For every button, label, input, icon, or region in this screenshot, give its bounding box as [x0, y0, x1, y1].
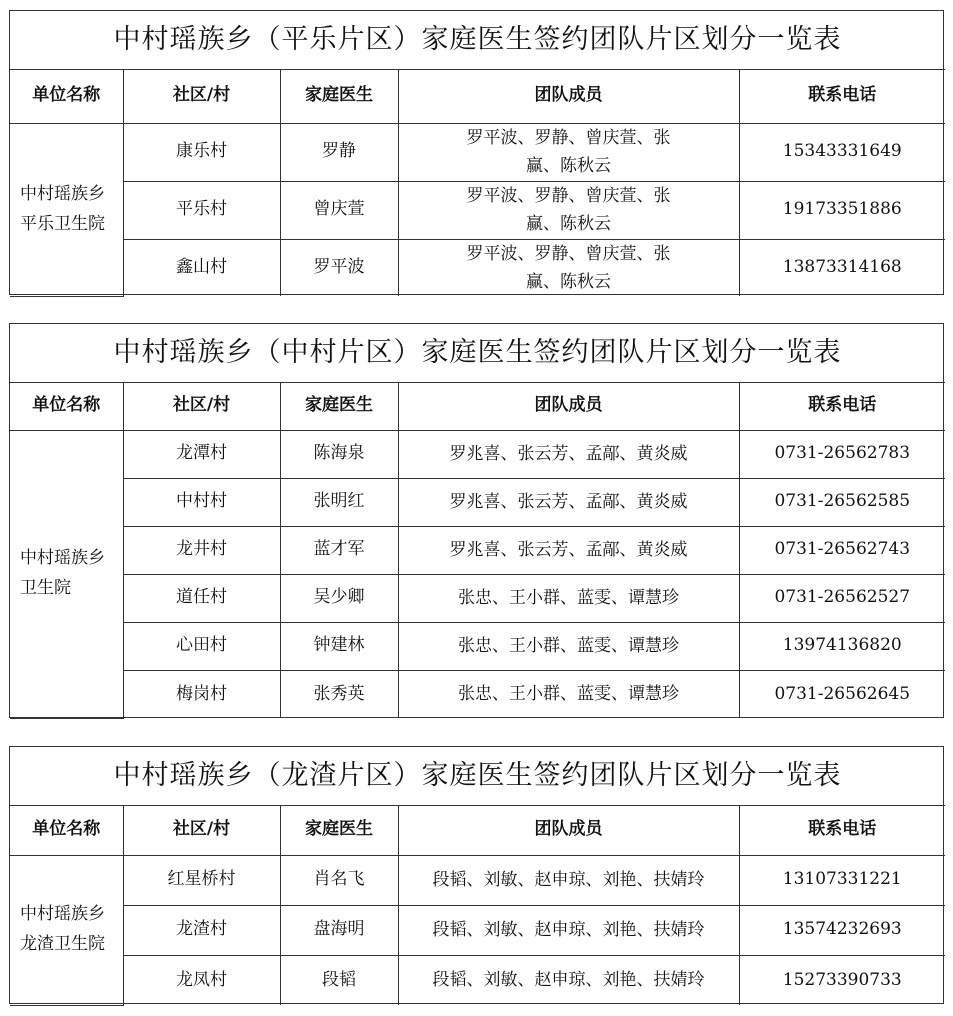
header-doctor: 家庭医生	[280, 805, 398, 855]
doctor-cell: 张明红	[280, 478, 398, 526]
header-members: 团队成员	[398, 382, 739, 430]
doctor-cell: 盘海明	[280, 905, 398, 955]
header-unit: 单位名称	[10, 382, 123, 430]
phone-cell: 0731-26562783	[739, 430, 945, 478]
doctor-cell: 蓝才军	[280, 526, 398, 574]
village-cell: 道任村	[123, 574, 280, 622]
table-row	[10, 574, 945, 622]
phone-cell: 19173351886	[739, 181, 945, 239]
phone-cell: 13974136820	[739, 622, 945, 670]
doctor-cell: 肖名飞	[280, 855, 398, 905]
village-cell: 康乐村	[123, 123, 280, 181]
table-title: 中村瑶族乡（中村片区）家庭医生签约团队片区划分一览表	[10, 324, 945, 382]
header-phone: 联系电话	[739, 382, 945, 430]
header-members: 团队成员	[398, 69, 739, 123]
phone-cell: 13873314168	[739, 239, 945, 296]
table-longzha	[9, 746, 944, 1004]
members-cell: 段韬、刘敏、赵申琼、刘艳、扶婧玲	[398, 905, 739, 955]
table-row	[10, 123, 945, 181]
longzha-grid	[10, 747, 945, 1006]
members-cell	[398, 123, 739, 181]
village-cell: 龙井村	[123, 526, 280, 574]
village-cell: 鑫山村	[123, 239, 280, 296]
village-cell: 龙潭村	[123, 430, 280, 478]
table-row	[10, 526, 945, 574]
unit-name: 中村瑶族乡卫生院	[10, 430, 123, 718]
phone-cell: 13574232693	[739, 905, 945, 955]
doctor-cell: 罗静	[280, 123, 398, 181]
doctor-cell: 段韬	[280, 955, 398, 1005]
village-cell: 平乐村	[123, 181, 280, 239]
members-text: 罗平波、罗静、曾庆萱、张赢、陈秋云	[466, 243, 671, 292]
table-title: 中村瑶族乡（龙渣片区）家庭医生签约团队片区划分一览表	[10, 747, 945, 805]
phone-cell: 0731-26562585	[739, 478, 945, 526]
table-row	[10, 622, 945, 670]
header-village: 社区/村	[123, 805, 280, 855]
village-cell: 红星桥村	[123, 855, 280, 905]
doctor-cell: 吴少卿	[280, 574, 398, 622]
table-title: 中村瑶族乡（平乐片区）家庭医生签约团队片区划分一览表	[10, 11, 945, 69]
header-unit: 单位名称	[10, 805, 123, 855]
doctor-cell: 张秀英	[280, 670, 398, 718]
members-cell: 段韬、刘敏、赵申琼、刘艳、扶婧玲	[398, 955, 739, 1005]
pingle-grid	[10, 11, 945, 297]
members-cell: 张忠、王小群、蓝雯、谭慧珍	[398, 622, 739, 670]
members-cell	[398, 181, 739, 239]
header-village: 社区/村	[123, 382, 280, 430]
unit-name: 中村瑶族乡平乐卫生院	[10, 123, 123, 296]
table-row	[10, 478, 945, 526]
village-cell: 龙凤村	[123, 955, 280, 1005]
header-doctor: 家庭医生	[280, 382, 398, 430]
zhongcun-grid	[10, 324, 945, 719]
phone-cell: 15343331649	[739, 123, 945, 181]
header-village: 社区/村	[123, 69, 280, 123]
members-cell: 罗兆喜、张云芳、孟鄗、黄炎威	[398, 526, 739, 574]
members-cell: 罗兆喜、张云芳、孟鄗、黄炎威	[398, 478, 739, 526]
phone-cell: 0731-26562527	[739, 574, 945, 622]
village-cell: 龙渣村	[123, 905, 280, 955]
doctor-cell: 罗平波	[280, 239, 398, 296]
phone-cell: 13107331221	[739, 855, 945, 905]
members-text: 罗平波、罗静、曾庆萱、张赢、陈秋云	[466, 127, 671, 176]
doctor-cell: 陈海泉	[280, 430, 398, 478]
header-doctor: 家庭医生	[280, 69, 398, 123]
phone-cell: 15273390733	[739, 955, 945, 1005]
table-row	[10, 430, 945, 478]
table-row	[10, 855, 945, 905]
table-row	[10, 955, 945, 1005]
phone-cell: 0731-26562743	[739, 526, 945, 574]
members-cell: 罗兆喜、张云芳、孟鄗、黄炎威	[398, 430, 739, 478]
village-cell: 心田村	[123, 622, 280, 670]
table-pingle	[9, 10, 944, 295]
table-row	[10, 905, 945, 955]
village-cell: 梅岗村	[123, 670, 280, 718]
members-cell: 段韬、刘敏、赵申琼、刘艳、扶婧玲	[398, 855, 739, 905]
header-phone: 联系电话	[739, 69, 945, 123]
unit-name: 中村瑶族乡龙渣卫生院	[10, 855, 123, 1005]
members-cell	[398, 239, 739, 296]
members-cell: 张忠、王小群、蓝雯、谭慧珍	[398, 670, 739, 718]
table-zhongcun	[9, 323, 944, 718]
members-cell: 张忠、王小群、蓝雯、谭慧珍	[398, 574, 739, 622]
phone-cell: 0731-26562645	[739, 670, 945, 718]
members-text: 罗平波、罗静、曾庆萱、张赢、陈秋云	[466, 185, 671, 234]
doctor-cell: 曾庆萱	[280, 181, 398, 239]
village-cell: 中村村	[123, 478, 280, 526]
header-members: 团队成员	[398, 805, 739, 855]
table-row	[10, 181, 945, 239]
table-row	[10, 239, 945, 296]
doctor-cell: 钟建林	[280, 622, 398, 670]
header-phone: 联系电话	[739, 805, 945, 855]
header-unit: 单位名称	[10, 69, 123, 123]
table-row	[10, 670, 945, 718]
